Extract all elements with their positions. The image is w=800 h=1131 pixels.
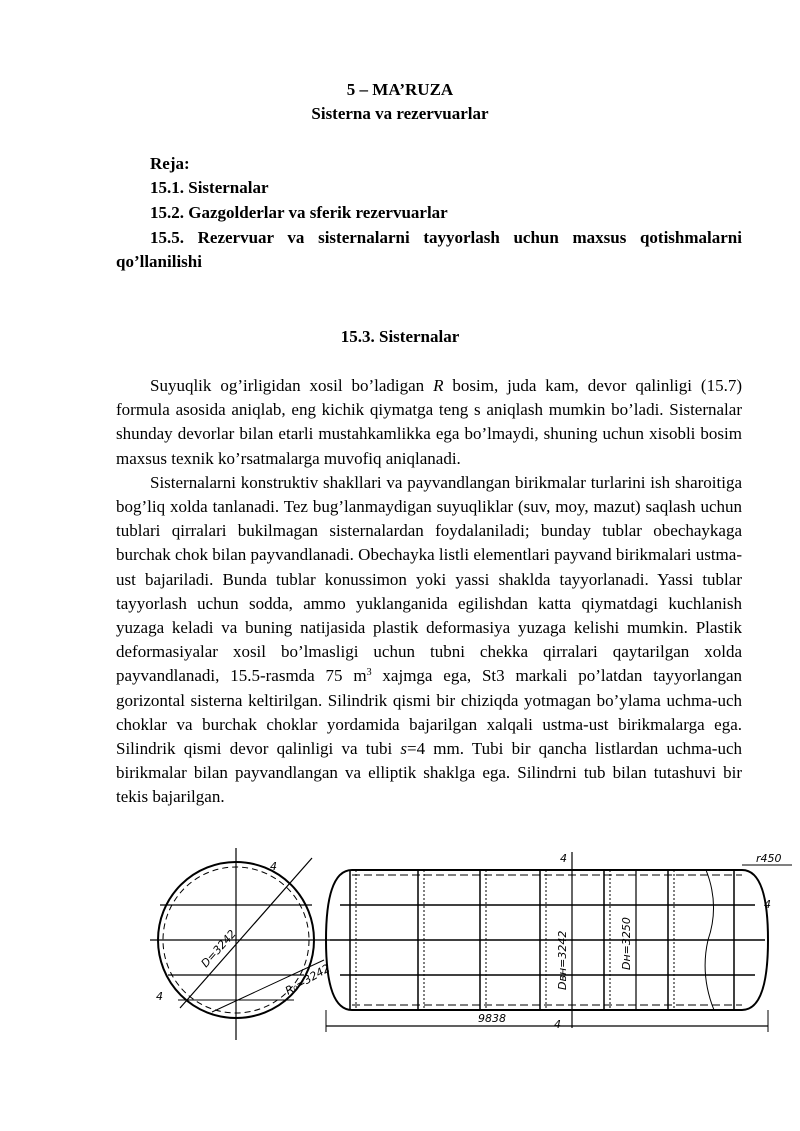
plan-item-2: 15.2. Gazgolderlar va sferik rezervuarlar [150,203,448,222]
dim-thickness-label-d: 4 [554,1018,561,1031]
paragraph-2: Sisternalarni konstruktiv shakllari va payvandlangan birikmalar turlarini ish sharoitiga bog’liq xolda tanlanadi. Tez bug’lanmaydigan suyuqliklar (suv, moy, mazut) saqlash uchun tublari qirralari bukilmagan sisternalardan foydalaniladi; bunday tublar obechaykaga burchak chok bilan payvandlanadi. Obechayka listli elementlari payvand birikmalari ustma-ust bajariladi. Bunda tublar konussimon yoki yassi shaklda tayyorlanadi. Yassi tublar tayyorlash uchun sodda, ammo yuklanganida egilishdan katta qiymatdagi kuchlanish yuzaga keladi va buning natijasida plastik deformasiya yuzaga kelishi mumkin. Plastik deformasiyalar xosil bo’lmasligi uchun tubni chekka qirralari qaytarilgan xolda payvandlanadi, 15.5-rasmda 75 $m^3$ xajmga ega, St3 markali po’latdan tayyorlangan gorizontal sisterna keltirilgan. Silindrik qismi bir chiziqda yotmagan bo’ylama uchma-uch choklar va burchak choklar yordamida bajarilgan xalqali ustma-ust birikmalarga ega. Silindrik qismi devor qalinligi va tubi s=4 mm. Tubi bir qancha listlardan uchma-uch birikmalar bilan payvandlangan va elliptik shaklga ega. Silindrni tub bilan tutashuvi bir tekis bajarilgan. [116,472,742,807]
plan-item-1: 15.1. Sisternalar [150,178,269,197]
section-heading: 15.3. Sisternalar [340,327,460,346]
plan-item-3-continuation: qo’llanilishi [116,252,202,271]
dim-inner-diameter-label: Dвн=3242 [556,930,569,990]
dim-thickness-label-a: 4 [270,860,277,873]
dim-thickness-label-c: 4 [560,852,567,865]
lecture-number: 5 – MA’RUZA [346,80,454,99]
paragraph-1: Suyuqlik og’irligidan xosil bo’ladigan R bosim, juda kam, devor qalinligi (15.7) formula asosida aniqlab, eng kichik qiymatga teng s aniqlash mumkin bo’ladi. Sisternalar shunday devorlar bilan etarli mustahkamlikka ega bo’lmaydi, shuning uchun xisobli bosim maxsus texnik ko’rsatmalarga muvofiq aniqlanadi. [116,376,742,468]
dim-outer-diameter-label: Dн=3250 [620,917,633,970]
dim-thickness-label-b: 4 [156,990,163,1003]
plan-label: Reja: [150,154,190,173]
plan-item-3: 15.5. Rezervuar va sisternalarni tayyorlash uchun maxsus qotishmalarni [150,228,742,247]
dim-thickness-label-e: 4 [764,898,771,911]
body-text [116,374,742,810]
dim-radius-label: R₀=3242 [283,961,333,998]
dim-radius-450-label: r450 [756,852,782,865]
dim-diameter-label: D=3242 [198,927,239,971]
tank-drawing-figure [0,840,800,1055]
lecture-topic: Sisterna va rezervuarlar [311,104,489,123]
dim-length-label: 9838 [478,1012,506,1025]
